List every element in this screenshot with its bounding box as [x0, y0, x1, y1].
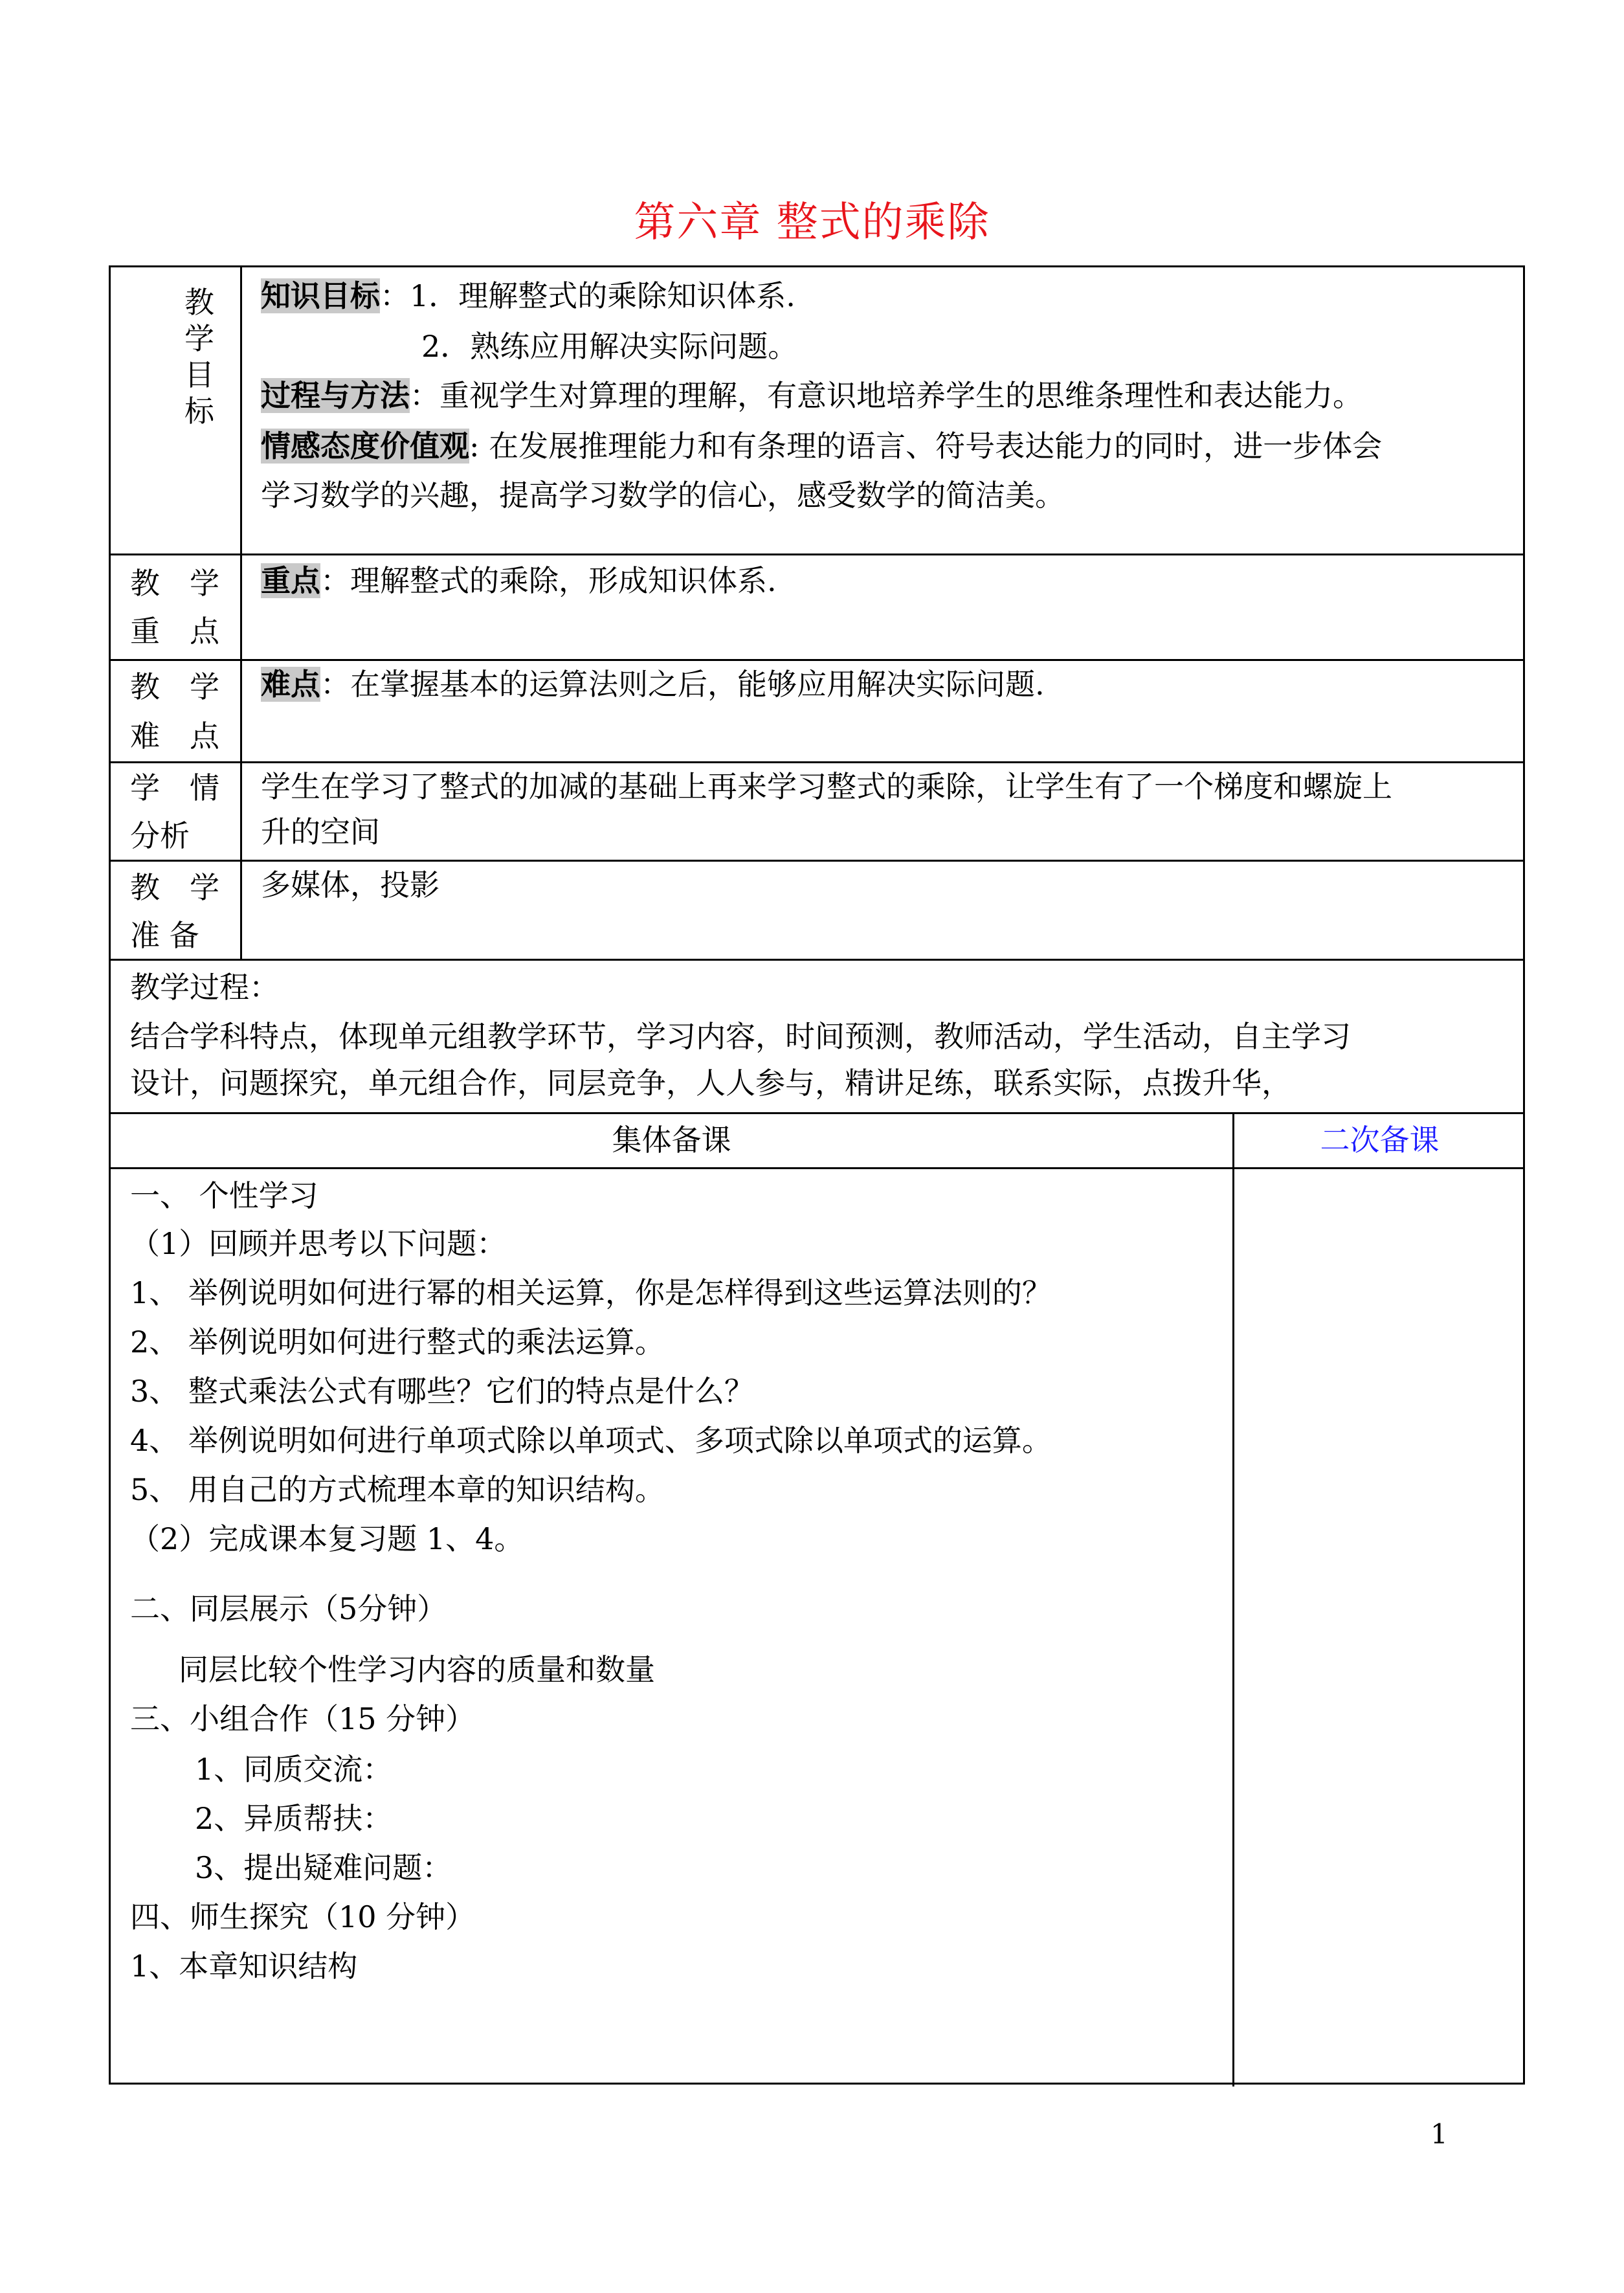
row-divider [111, 1112, 1523, 1114]
key-points-label-2: 重 点 [130, 614, 219, 649]
preparation-text: 多媒体，投影 [261, 867, 439, 902]
question-4: 4、 举例说明如何进行单项式除以单项式、多项式除以单项式的运算。 [130, 1423, 1052, 1458]
analysis-label-1: 学 情 [130, 770, 219, 805]
process-heading: 教学过程： [130, 970, 279, 1005]
difficulties-text: 难点：在掌握基本的运算法则之后，能够应用解决实际问题. [261, 667, 1045, 702]
section-teacher-student-inquiry: 四、师生探究（10 分钟） [130, 1899, 476, 1934]
section-group-cooperation: 三、小组合作（15 分钟） [130, 1701, 476, 1736]
group-step-1: 1、同质交流： [195, 1752, 393, 1787]
label-column-divider [240, 267, 242, 959]
key-points-text: 重点：理解整式的乘除，形成知识体系. [261, 563, 777, 598]
preparation-label-1: 教 学 [130, 870, 219, 905]
row-divider [111, 959, 1523, 961]
row-divider [111, 1167, 1523, 1169]
emotion-values-2: 学习数学的兴趣，提高学习数学的信心，感受数学的简洁美。 [261, 478, 1065, 513]
analysis-text-1: 学生在学习了整式的加减的基础上再来学习整式的乘除，让学生有了一个梯度和螺旋上 [261, 769, 1392, 804]
row-divider [111, 860, 1523, 862]
review-questions-heading: （1）回顾并思考以下问题： [130, 1226, 507, 1261]
preparation-label-2: 准 备 [130, 918, 199, 953]
process-line-1: 结合学科特点，体现单元组教学环节，学习内容，时间预测，教师活动，学生活动，自主学习 [130, 1019, 1351, 1054]
group-step-3: 3、提出疑难问题： [195, 1850, 452, 1885]
difficulties-label-1: 教 学 [130, 669, 219, 704]
page-title: 第六章 整式的乘除 [634, 199, 990, 247]
objectives-label: 教 学 目 标 [184, 285, 214, 429]
exercise-assignment: （2）完成课本复习题 1、4。 [130, 1521, 524, 1556]
question-1: 1、 举例说明如何进行幂的相关运算，你是怎样得到这些运算法则的？ [130, 1275, 1052, 1310]
second-prep-header: 二次备课 [1320, 1123, 1440, 1158]
question-5: 5、 用自己的方式梳理本章的知识结构。 [130, 1472, 665, 1507]
page-number: 1 [1430, 2118, 1448, 2150]
process-method: 过程与方法：重视学生对算理的理解，有意识地培养学生的思维条理性和表达能力。 [261, 378, 1363, 413]
question-3: 3、 整式乘法公式有哪些？它们的特点是什么？ [130, 1374, 754, 1409]
row-divider [111, 659, 1523, 661]
lesson-plan-table [109, 265, 1525, 2085]
collective-prep-header: 集体备课 [612, 1123, 731, 1158]
section-peer-display: 二、同层展示（5分钟） [130, 1591, 447, 1626]
group-step-2: 2、异质帮扶： [195, 1801, 393, 1836]
knowledge-objective-2: 2．熟练应用解决实际问题。 [421, 329, 798, 364]
section-individual-learning: 一、 个性学习 [130, 1178, 318, 1213]
second-prep-column-divider [1232, 1112, 1234, 2086]
difficulties-label-2: 难 点 [130, 719, 219, 754]
peer-display-text: 同层比较个性学习内容的质量和数量 [179, 1652, 655, 1687]
analysis-label-2: 分析 [130, 818, 190, 853]
knowledge-structure-item: 1、本章知识结构 [130, 1949, 358, 1984]
question-2: 2、 举例说明如何进行整式的乘法运算。 [130, 1325, 665, 1359]
emotion-values: 情感态度价值观: 在发展推理能力和有条理的语言、符号表达能力的同时，进一步体会 [261, 429, 1383, 464]
row-divider [111, 761, 1523, 763]
knowledge-objective: 知识目标：1．理解整式的乘除知识体系. [261, 278, 795, 313]
key-points-label-1: 教 学 [130, 566, 219, 601]
process-line-2: 设计，问题探究，单元组合作，同层竞争，人人参与，精讲足练，联系实际，点拨升华， [130, 1066, 1291, 1101]
analysis-text-2: 升的空间 [261, 814, 380, 849]
row-divider [111, 554, 1523, 555]
